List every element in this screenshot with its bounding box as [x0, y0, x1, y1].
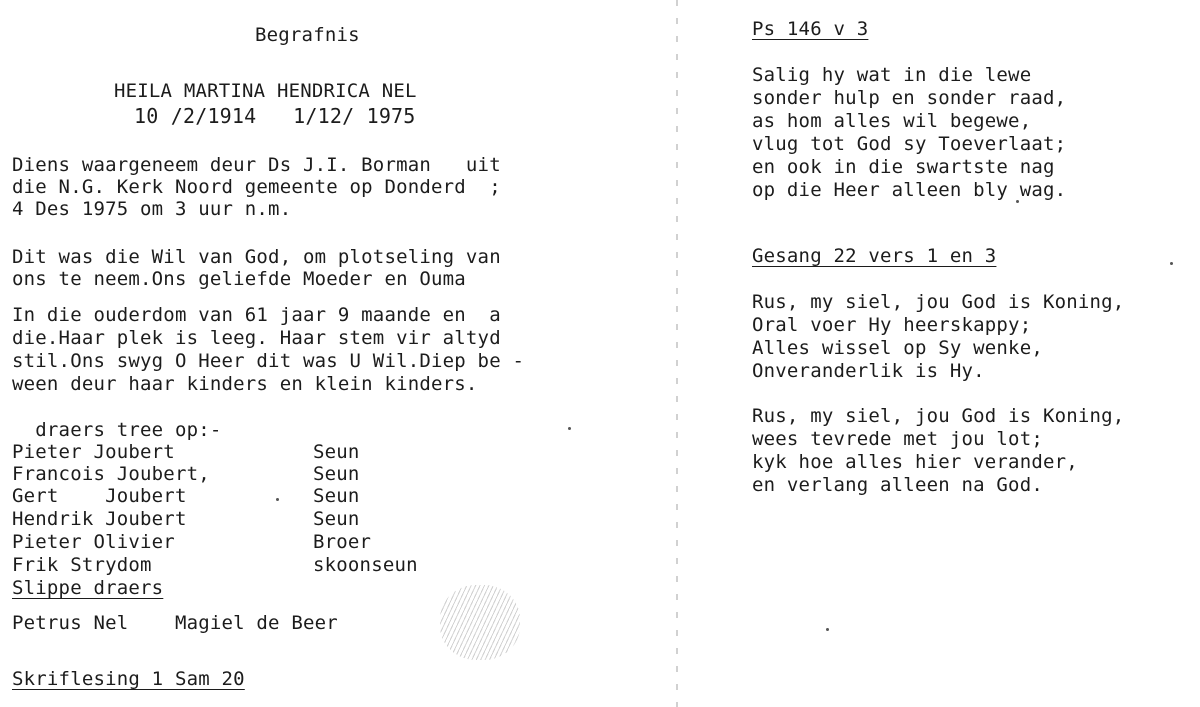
hymn-line: en verlang alleen na God. [752, 474, 1043, 496]
bearer-name: Francois Joubert, [12, 463, 210, 485]
deceased-name: HEILA MARTINA HENDRICA NEL [114, 80, 417, 102]
psalm-line: vlug tot God sy Toeverlaat; [752, 133, 1067, 155]
hymn-line: kyk hoe alles hier verander, [752, 451, 1078, 473]
psalm-line: as hom alles wil begewe, [752, 110, 1032, 132]
age-line: die.Haar plek is leeg. Haar stem vir altyd [12, 327, 501, 349]
bearer-relation: Seun [313, 463, 360, 485]
bearer-relation: Broer [313, 531, 372, 553]
ink-smudge [440, 585, 520, 660]
bearers-heading: draers tree op:- [12, 419, 222, 441]
ink-speck [568, 427, 571, 430]
hymn-line: wees tevrede met jou lot; [752, 428, 1043, 450]
bearer-relation: Seun [313, 485, 360, 507]
will-line: Dit was die Wil van God, om plotseling van [12, 246, 501, 268]
slippe-heading: Slippe draers [12, 577, 164, 599]
age-line: In die ouderdom van 61 jaar 9 maande en a [12, 304, 501, 326]
ink-speck [1170, 262, 1173, 265]
page-fold-line [676, 0, 678, 707]
bearer-name: Pieter Olivier [12, 531, 175, 553]
document-title: Begrafnis [255, 24, 360, 46]
hymn-line: Alles wissel op Sy wenke, [752, 337, 1043, 359]
age-line: ween deur haar kinders en klein kinders. [12, 373, 478, 395]
psalm-line: sonder hulp en sonder raad, [752, 87, 1067, 109]
hymn-heading: Gesang 22 vers 1 en 3 [752, 245, 997, 267]
psalm-line: en ook in die swartste nag [752, 156, 1055, 178]
age-line: stil.Ons swyg O Heer dit was U Wil.Diep be - [12, 350, 525, 372]
hymn-line: Onveranderlik is Hy. [752, 360, 985, 382]
psalm-heading: Ps 146 v 3 [752, 18, 869, 40]
psalm-line: Salig hy wat in die lewe [752, 64, 1032, 86]
will-line: ons te neem.Ons geliefde Moeder en Ouma [12, 268, 466, 290]
service-line: die N.G. Kerk Noord gemeente op Donderd ; [12, 176, 501, 198]
hymn-line: Oral voer Hy heerskappy; [752, 314, 1032, 336]
slippe-bearers: Petrus Nel Magiel de Beer [12, 612, 338, 634]
bearer-name: Hendrik Joubert [12, 508, 187, 530]
bearer-relation: skoonseun [313, 554, 418, 576]
ink-speck [276, 498, 279, 501]
ink-speck [826, 628, 829, 631]
service-line: 4 Des 1975 om 3 uur n.m. [12, 198, 292, 220]
bearer-relation: Seun [313, 441, 360, 463]
scripture-reading: Skriflesing 1 Sam 20 [12, 668, 245, 690]
bearer-name: Pieter Joubert [12, 441, 175, 463]
hymn-line: Rus, my siel, jou God is Koning, [752, 291, 1125, 313]
life-dates: 10 /2/1914 1/12/ 1975 [134, 104, 416, 128]
service-line: Diens waargeneem deur Ds J.I. Borman uit [12, 154, 501, 176]
bearer-name: Gert Joubert [12, 485, 187, 507]
psalm-line: op die Heer alleen bly wag. [752, 179, 1067, 201]
hymn-line: Rus, my siel, jou God is Koning, [752, 405, 1125, 427]
bearer-name: Frik Strydom [12, 554, 152, 576]
bearer-relation: Seun [313, 508, 360, 530]
